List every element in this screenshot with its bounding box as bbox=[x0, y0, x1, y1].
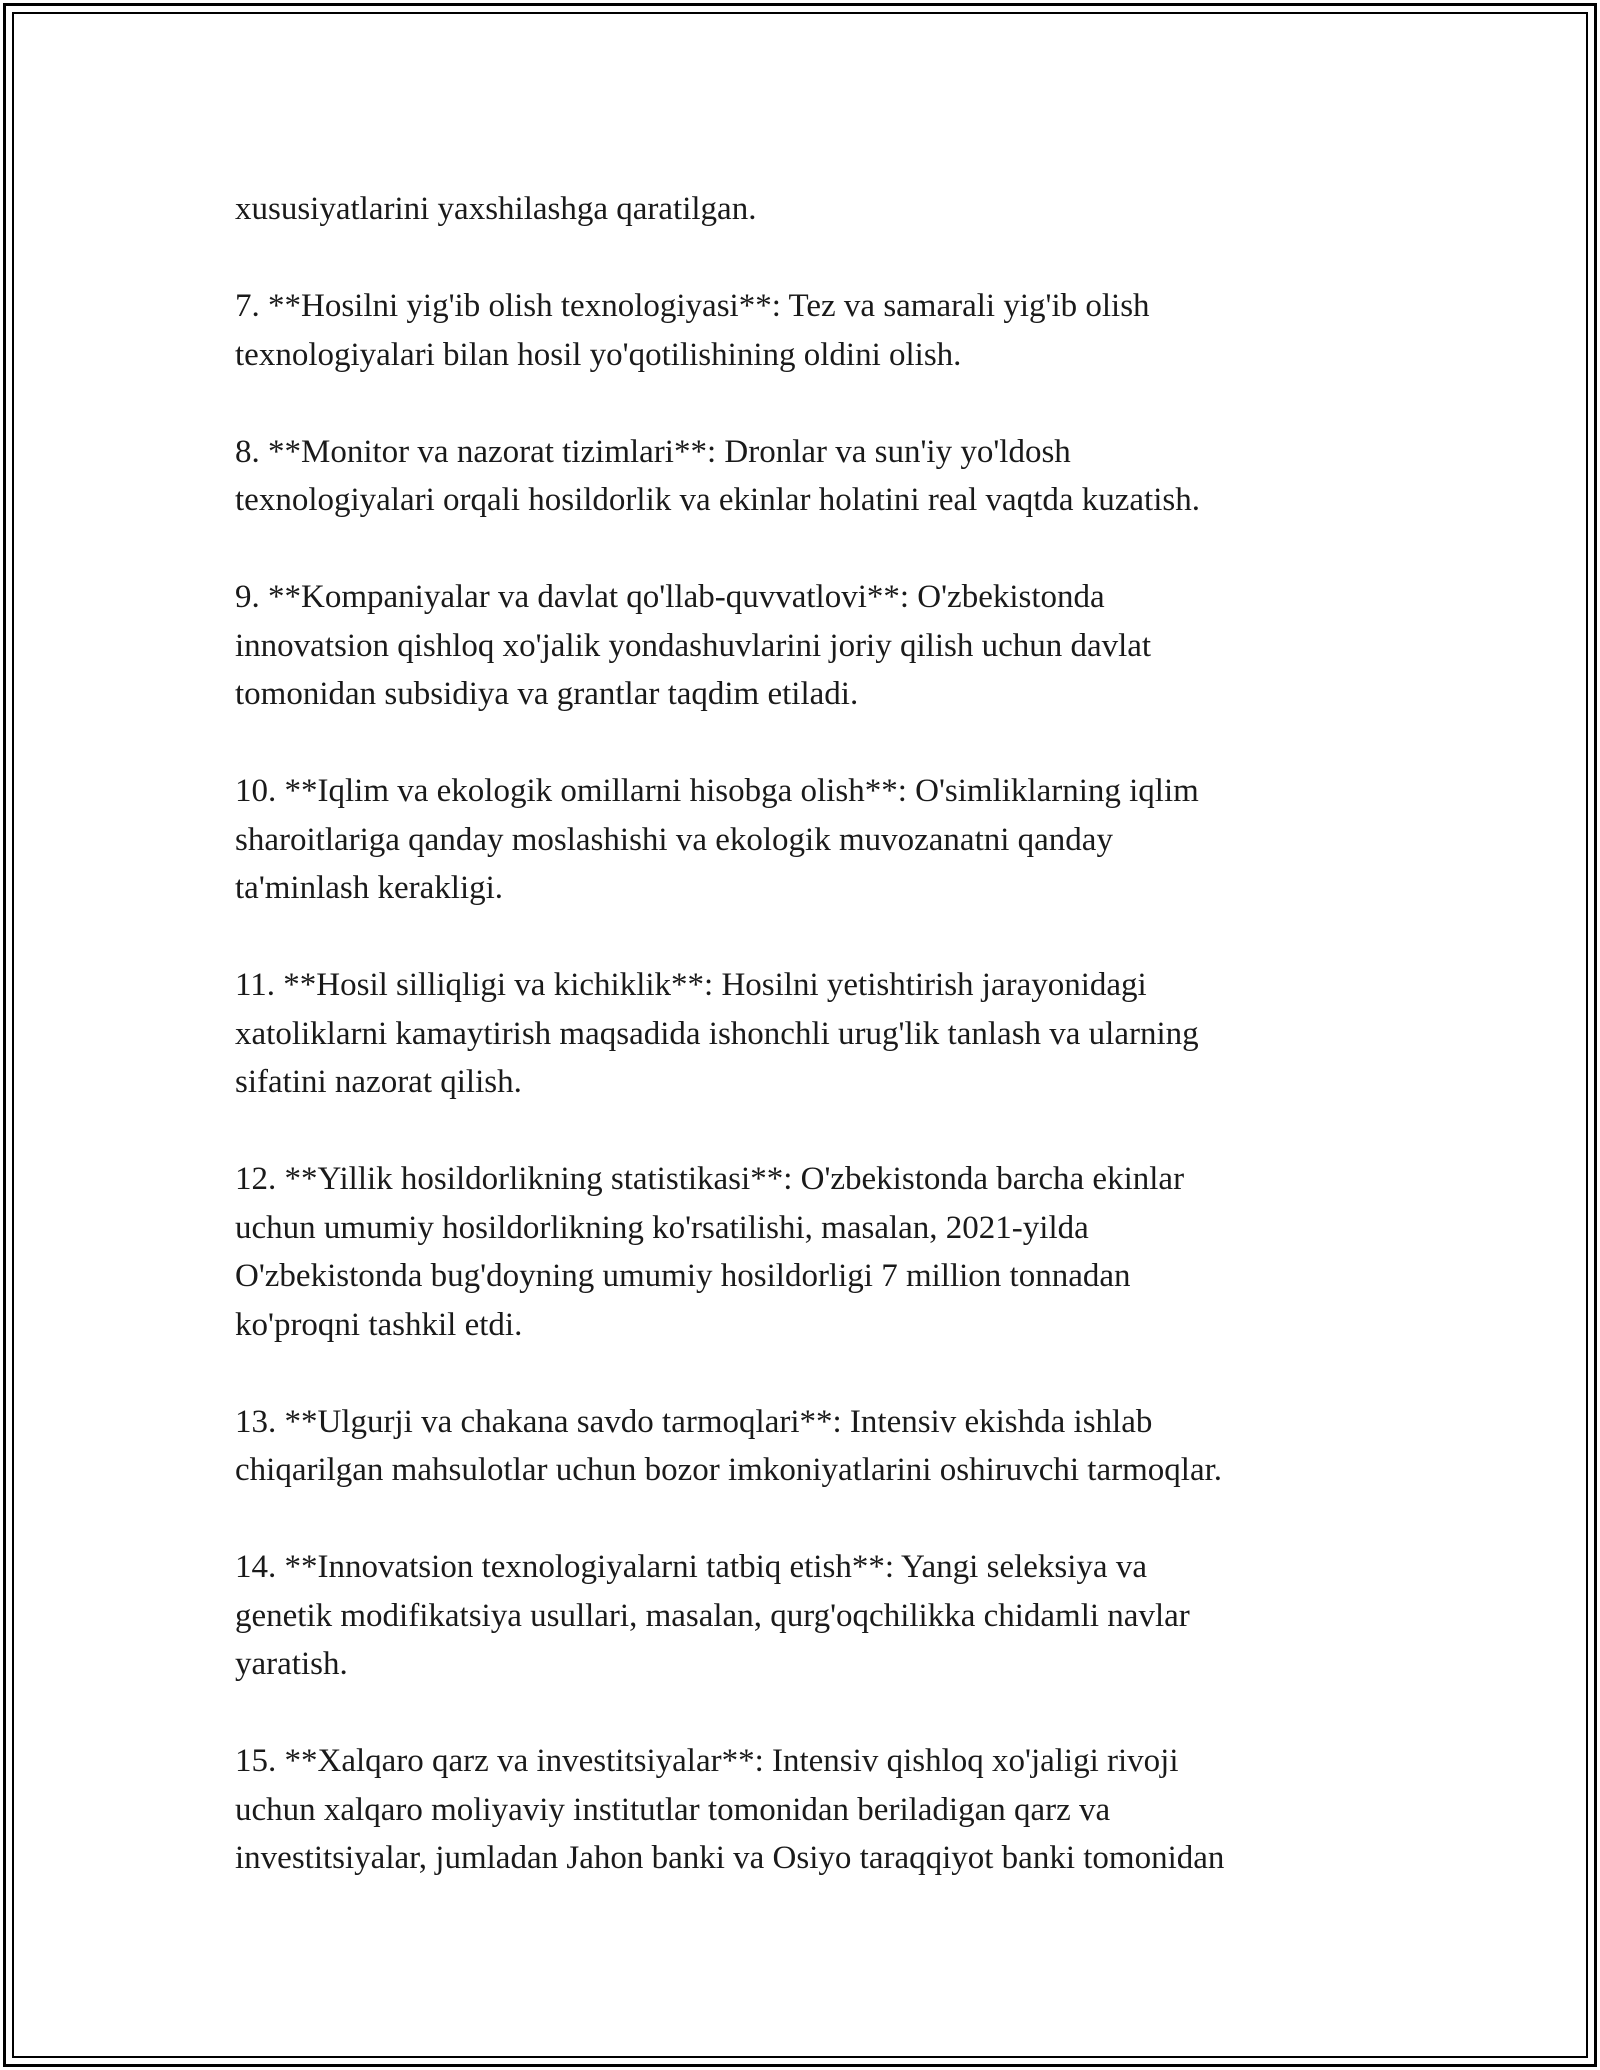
list-item-7: 7. **Hosilni yig'ib olish texnologiyasi**: Tez va samarali yig'ib olish texnologiyalari bilan hosil yo'qotilishining oldini olish. bbox=[235, 288, 1150, 373]
list-item-9: 9. **Kompaniyalar va davlat qo'llab-quvvatlovi**: O'zbekistonda innovatsion qishloq xo'jalik yondashuvlarini joriy qilish uchun davlat tomonidan subsidiya va grantlar taqdim etiladi. bbox=[235, 579, 1152, 712]
list-item-12: 12. **Yillik hosildorlikning statistikasi**: O'zbekistonda barcha ekinlar uchun umumiy hosildorlikning ko'rsatilishi, masalan, 2021-yilda O'zbekistonda bug'doyning umumiy hosildorligi 7 million tonnadan ko'proqni tashkil etdi. bbox=[235, 1161, 1185, 1343]
list-item-8: 8. **Monitor va nazorat tizimlari**: Dronlar va sun'iy yo'ldosh texnologiyalari orqali hosildorlik va ekinlar holatini real vaqtda kuzatish. bbox=[235, 433, 1200, 518]
list-item-14: 14. **Innovatsion texnologiyalarni tatbiq etish**: Yangi seleksiya va genetik modifikatsiya usullari, masalan, qurg'oqchilikka chidamli navlar yaratish. bbox=[235, 1549, 1190, 1682]
list-item-10: 10. **Iqlim va ekologik omillarni hisobga olish**: O'simliklarning iqlim sharoitlariga qanday moslashishi va ekologik muvozanatni qanday ta'minlash kerakligi. bbox=[235, 773, 1199, 906]
list-item-15: 15. **Xalqaro qarz va investitsiyalar**: Intensiv qishloq xo'jaligi rivoji uchun xalqaro moliyaviy institutlar tomonidan beriladigan qarz va investitsiyalar, jumladan Jahon banki va Osiyo taraqqiyot banki tomonidan bbox=[235, 1743, 1225, 1876]
list-item-13: 13. **Ulgurji va chakana savdo tarmoqlari**: Intensiv ekishda ishlab chiqarilgan mahsulotlar uchun bozor imkoniyatlarini oshiruvchi tarmoqlar. bbox=[235, 1403, 1223, 1488]
document-body bbox=[235, 185, 1375, 1883]
paragraph-continuation: xususiyatlarini yaxshilashga qaratilgan. bbox=[235, 191, 757, 227]
list-item-11: 11. **Hosil silliqligi va kichiklik**: Hosilni yetishtirish jarayonidagi xatoliklarni kamaytirish maqsadida ishonchli urug'lik tanlash va ularning sifatini nazorat qilish. bbox=[235, 967, 1199, 1100]
